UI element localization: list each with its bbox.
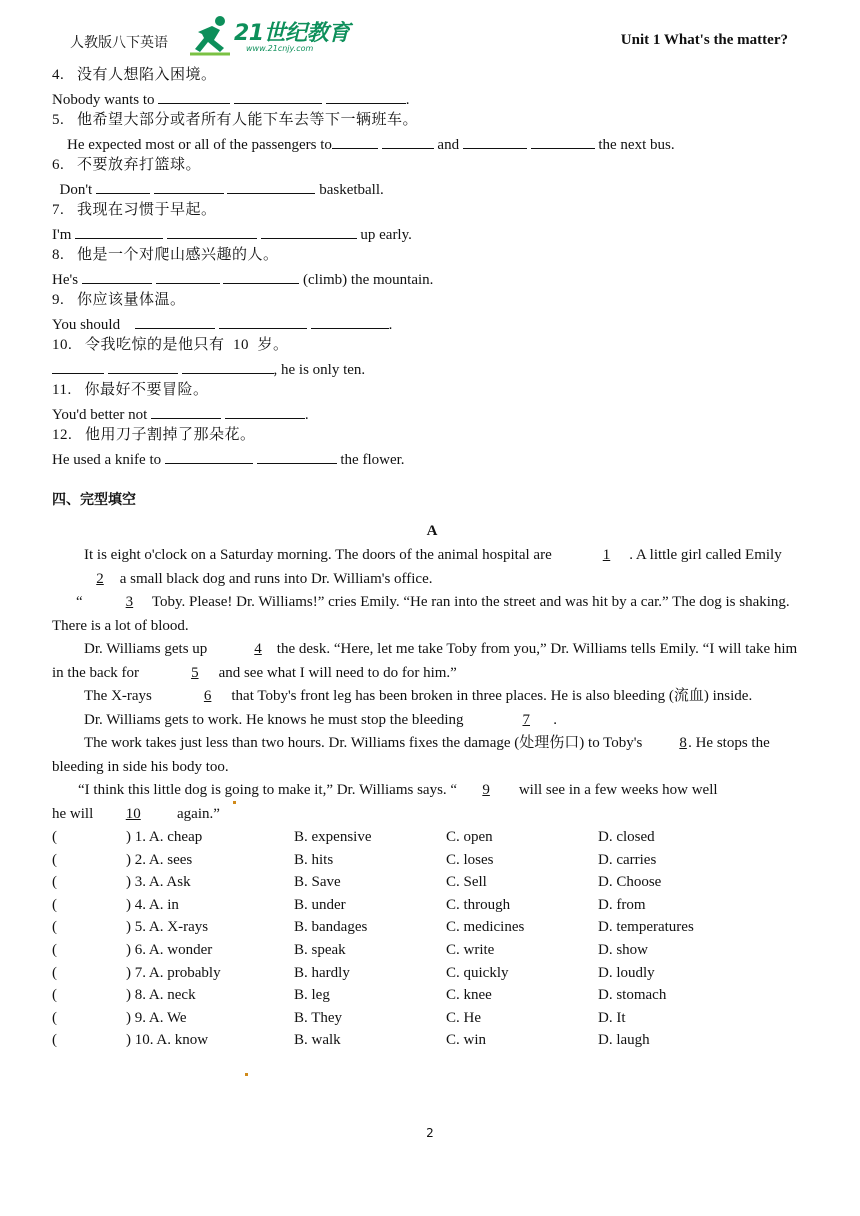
answer-paren[interactable]: ( [52,964,57,981]
passage-text: that Toby's front leg has been broken in three places. He is also bleeding (流血) inside. [227,688,753,704]
answer-paren[interactable]: ( [52,829,57,845]
options-list [52,826,812,1052]
item-9-chinese: 9. 你应该量体温。 [52,292,186,308]
translation-list [52,64,812,469]
passage-paragraph-2 [52,591,812,638]
option-d: D. loudly [598,964,655,981]
answer-blank[interactable] [382,132,434,149]
unit-title: Unit 1 What's the matter? [620,32,788,48]
answer-blank[interactable] [108,357,178,374]
answer-blank[interactable] [165,447,253,464]
item-11-english [52,402,812,425]
answer-blank[interactable] [311,312,389,329]
option-a: ) 4. A. in [126,896,179,913]
option-b: B. expensive [294,829,372,845]
answer-paren[interactable]: ( [52,919,57,936]
item-6-chinese: 6. 不要放弃打篮球。 [52,157,202,173]
item-9-suffix: . [388,316,393,333]
blank-1[interactable]: 1 [602,547,611,563]
answer-blank[interactable] [154,177,224,194]
passage-text: Toby. Please! Dr. Williams!” cries Emily. “He ran into the street and was hit by a car.” The dog is shaking. There is a lot of blood. [52,594,790,634]
option-b: B. Save [294,874,341,891]
answer-blank[interactable] [326,87,406,104]
publisher-logo [190,14,360,56]
option-c: C. medicines [446,919,525,936]
item-10-chinese: 10. 令我吃惊的是他只有 10 岁。 [52,337,289,353]
option-c: C. Sell [446,874,487,891]
answer-paren[interactable]: ( [52,896,57,913]
passage-paragraph-4 [52,685,812,709]
option-d: D. stomach [598,987,667,1004]
passage-paragraph-3 [52,638,812,685]
option-b: B. They [294,1009,343,1026]
answer-blank[interactable] [182,357,274,374]
item-8-english [52,267,812,290]
passage-text: The X-rays [84,688,156,704]
item-8-suffix: (climb) the mountain. [299,271,434,288]
option-d: D. show [598,941,649,958]
answer-blank[interactable] [96,177,150,194]
answer-paren[interactable]: ( [52,987,57,1004]
answer-paren[interactable]: ( [52,1032,57,1049]
passage-paragraph-7 [52,779,812,803]
course-label: 人教版八下英语 [70,36,168,51]
answer-paren[interactable]: ( [52,941,57,958]
passage-paragraph-1 [52,544,812,591]
option-a: ) 8. A. neck [126,987,196,1004]
item-12-suffix: the flower. [336,451,405,468]
answer-paren[interactable]: ( [52,1009,57,1026]
option-c: C. win [446,1032,487,1049]
option-a: ) 10. A. know [126,1032,209,1049]
passage-text: he will [52,805,94,822]
answer-blank[interactable] [219,312,307,329]
option-a: ) 1. A. cheap [126,829,203,845]
passage-text: and see what I will need to do for him.” [214,664,457,681]
option-a: ) 2. A. sees [126,851,193,868]
answer-blank[interactable] [135,312,215,329]
answer-blank[interactable] [52,357,104,374]
item-10-english [52,357,812,380]
option-c: C. write [446,941,495,958]
option-b: B. leg [294,987,330,1004]
passage-text: The work takes just less than two hours. Dr. Williams fixes the damage (处理伤口) to Toby's [84,735,647,751]
worksheet-content [52,64,812,1052]
answer-blank[interactable] [158,87,230,104]
passage-paragraph-6 [52,732,812,779]
passage-text: will see in a few weeks how well [515,782,718,798]
option-d: D. temperatures [598,919,694,936]
passage-text: Dr. Williams gets up [84,641,212,657]
item-6-english [52,177,812,200]
passage-text: Dr. Williams gets to work. He knows he must stop the bleeding [84,711,468,728]
item-10-suffix: , he is only ten. [273,361,366,378]
option-c: C. knee [446,987,492,1004]
item-11-prefix: You'd better not [52,406,152,423]
page-header [0,0,860,60]
logo-wordmark: 21世纪教育 [234,21,350,46]
item-5-english [52,132,812,155]
option-c: C. He [446,1009,481,1026]
item-11-chinese: 11. 你最好不要冒险。 [52,382,209,398]
item-7-english [52,222,812,245]
passage-text: “ [76,594,87,610]
option-d: D. from [598,896,646,913]
passage-text: the desk. “Here, let me take Toby from you,” Dr. Williams tells Emily. “I will take him in the back for [52,641,798,681]
answer-blank[interactable] [261,222,357,239]
option-row [52,1029,812,1052]
answer-blank[interactable] [75,222,163,239]
option-row [52,894,812,917]
item-4-chinese: 4. 没有人想陷入困境。 [52,67,217,83]
option-b: B. hardly [294,964,350,981]
option-row [52,1007,812,1030]
runner-icon [190,14,234,56]
blank-9[interactable]: 9 [482,782,490,798]
item-7-chinese: 7. 我现在习惯于早起。 [52,202,217,218]
option-row [52,939,812,962]
option-row [52,826,812,849]
item-6-suffix: basketball. [315,181,384,198]
item-8-chinese: 8. 他是一个对爬山感兴趣的人。 [52,247,279,263]
passage-title: A [426,523,438,539]
item-7-prefix: I'm [52,226,76,243]
option-c: C. open [446,829,493,845]
blank-10[interactable]: 10 [125,805,141,822]
option-row [52,962,812,985]
stray-mark [233,801,236,804]
blank-7[interactable]: 7 [522,711,530,728]
option-row [52,849,812,872]
passage-text: . He stops the bleeding in side his body too. [52,735,770,775]
answer-paren[interactable]: ( [52,851,57,868]
item-4-english [52,87,812,110]
answer-blank[interactable] [463,132,527,149]
option-row [52,916,812,939]
option-d: D. closed [598,829,655,845]
blank-2[interactable]: 2 [96,570,104,587]
option-d: D. laugh [598,1032,650,1049]
answer-blank[interactable] [225,402,305,419]
answer-blank[interactable] [82,267,152,284]
answer-paren[interactable]: ( [52,874,57,891]
answer-blank[interactable] [257,447,337,464]
option-row [52,984,812,1007]
blank-3[interactable]: 3 [125,594,134,610]
item-12-english [52,447,812,470]
item-4-prefix: Nobody wants to [52,91,159,108]
item-5-mid: and [433,136,463,153]
option-b: B. hits [294,851,334,868]
option-a: ) 9. A. We [126,1009,187,1026]
answer-blank[interactable] [234,87,322,104]
answer-blank[interactable] [223,267,299,284]
option-c: C. quickly [446,964,509,981]
item-9-english [52,312,812,335]
blank-6[interactable]: 6 [203,688,212,704]
page-number: 2 [426,1126,434,1140]
option-d: D. Choose [598,874,662,891]
answer-blank[interactable] [227,177,315,194]
passage-text: a small black dog and runs into Dr. William's office. [116,570,433,587]
item-5-prefix: He expected most or all of the passengers to [52,136,332,153]
item-12-chinese: 12. 他用刀子割掉了那朵花。 [52,427,256,443]
item-6-prefix: Don't [52,181,96,198]
answer-blank[interactable] [531,132,595,149]
option-b: B. under [294,896,346,913]
option-row [52,871,812,894]
answer-blank[interactable] [156,267,220,284]
item-5-suffix: the next bus. [594,136,675,153]
cloze-passage [52,523,812,826]
option-b: B. bandages [294,919,368,936]
answer-blank[interactable] [167,222,257,239]
item-5-chinese: 5. 他希望大部分或者所有人能下车去等下一辆班车。 [52,112,419,128]
option-c: C. through [446,896,511,913]
logo-url: www.21cnjy.com [246,44,314,53]
option-a: ) 6. A. wonder [126,941,213,958]
item-11-suffix: . [304,406,309,423]
item-4-suffix: . [405,91,410,108]
stray-mark [245,1073,248,1076]
passage-paragraph-8 [52,803,812,827]
section-title: 四、完型填空 [52,492,136,508]
blank-5[interactable]: 5 [191,664,199,681]
item-8-prefix: He's [52,271,82,288]
passage-text: again.” [173,805,220,822]
passage-paragraph-5 [52,709,812,733]
blank-8[interactable]: 8 [679,735,687,751]
option-c: C. loses [446,851,494,868]
passage-text: . A little girl called Emily [625,547,782,563]
option-a: ) 5. A. X-rays [126,919,209,936]
passage-text: “I think this little dog is going to make it,” Dr. Williams says. “ [78,782,458,798]
passage-text: . [553,711,557,728]
answer-blank[interactable] [332,132,378,149]
item-12-prefix: He used a knife to [52,451,165,468]
option-d: D. carries [598,851,657,868]
passage-text: It is eight o'clock on a Saturday morning. The doors of the animal hospital are [84,547,556,563]
item-7-suffix: up early. [356,226,412,243]
item-9-prefix: You should [52,316,136,333]
option-b: B. speak [294,941,346,958]
option-a: ) 3. A. Ask [126,874,191,891]
answer-blank[interactable] [151,402,221,419]
option-d: D. It [598,1009,626,1026]
blank-4[interactable]: 4 [254,641,262,657]
option-b: B. walk [294,1032,341,1049]
option-a: ) 7. A. probably [126,964,221,981]
